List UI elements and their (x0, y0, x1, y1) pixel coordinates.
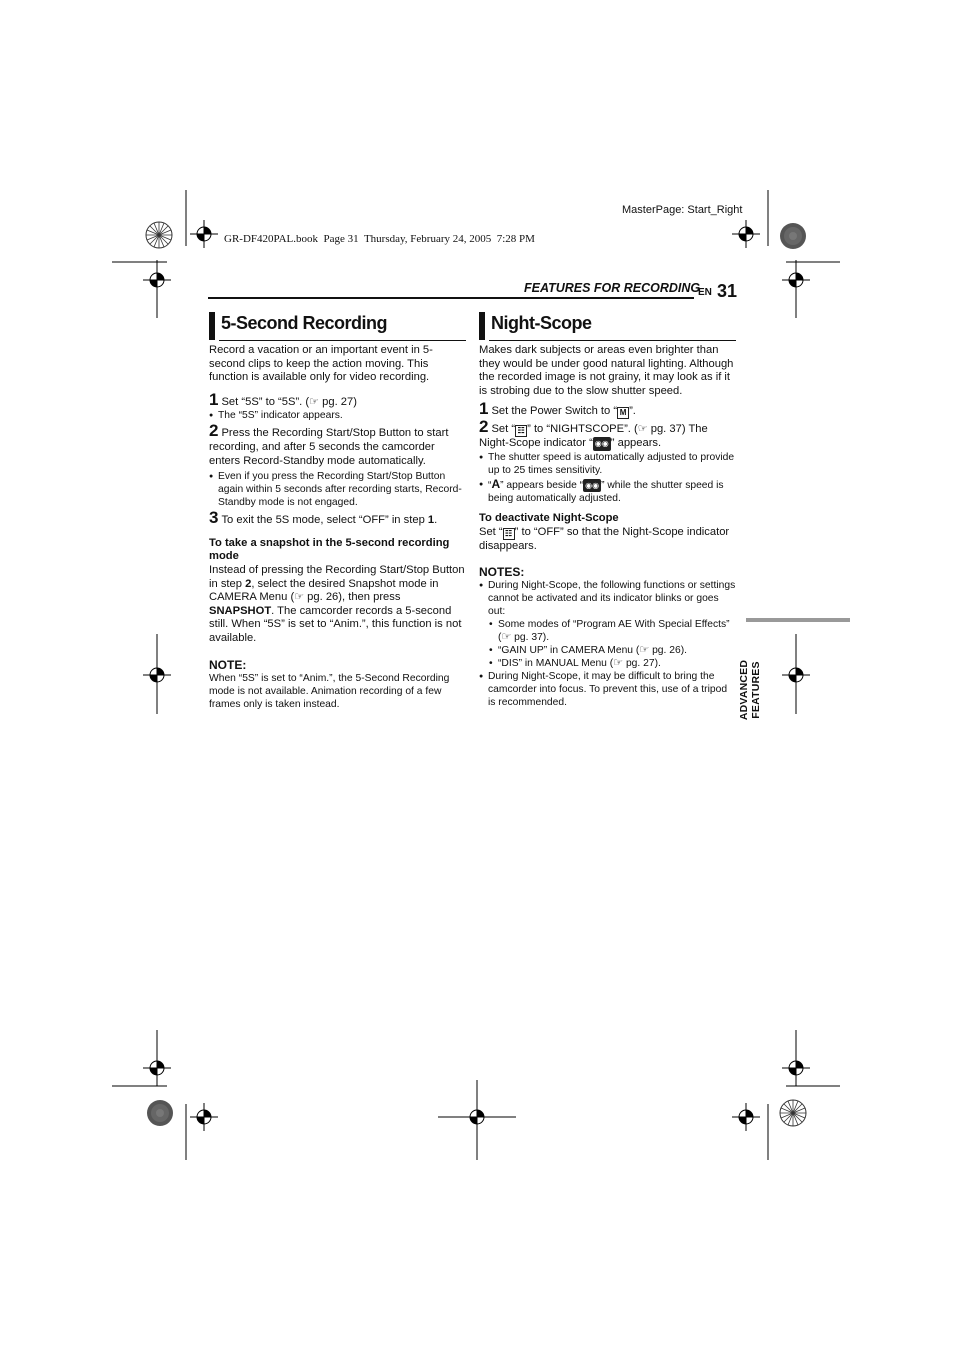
night-scope-icon: ◉◉ (593, 437, 611, 451)
intro-paragraph: Makes dark subjects or areas even brighter than they would be under good natural lighting. Although the recorded image is not grainy, it may look as if it is strobing due to the slow shutter speed. (479, 344, 734, 397)
manual-mode-icon: M (617, 407, 629, 419)
note-item: ● During Night-Scope, the following functions or settings cannot be activated and its indicator blinks or goes out: (479, 579, 737, 618)
sidetab-label: ADVANCED FEATURES (738, 659, 762, 721)
step-number: 1 (479, 399, 489, 419)
step-text: . (434, 514, 438, 527)
step-ref: 1 (427, 514, 435, 527)
pointing-hand-icon: ☞ (613, 657, 624, 670)
section-title: FEATURES FOR RECORDING (524, 281, 701, 295)
note-subitem: • “GAIN UP” in CAMERA Menu (☞ pg. 26). (489, 644, 737, 657)
note-text: When “5S” is set to “Anim.”, the 5-Second Recording mode is not available. Animation recording of a few frames only is taken instead. (209, 672, 450, 710)
menu-icon: ☷ (515, 425, 527, 437)
pointing-hand-icon: ☞ (309, 395, 320, 408)
snapshot-paragraph: Instead of pressing the Recording Start/Stop Button in step 2, select the desired Snapshot mode in CAMERA Menu (☞ pg. 26), then press SNAPSHOT. The camcorder records a 5-second still. When “5S” is set to “Anim.”, this function is not available. (209, 563, 465, 644)
subheading-snapshot: To take a snapshot in the 5-second recording mode (209, 536, 450, 563)
step-number: 3 (209, 508, 219, 528)
note-subitem: • Some modes of “Program AE With Special Effects” (☞ pg. 37). (489, 618, 737, 644)
language-label: EN (698, 287, 712, 298)
notes-heading: NOTES: (479, 565, 525, 580)
bullet-item: ● Even if you press the Recording Start/Stop Button again within 5 seconds after recording starts, Record-Standby mode is not engaged. (209, 470, 467, 509)
note-heading: NOTE: (209, 657, 247, 672)
title-marker (479, 312, 485, 340)
auto-indicator-icon: A (491, 476, 501, 491)
left-column (209, 344, 467, 711)
title-underline (489, 340, 736, 341)
step-number: 2 (479, 417, 489, 437)
intro-paragraph: Record a vacation or an important event in 5-second clips to keep the action moving. This function is available only for video recording. (209, 344, 433, 384)
title-marker (209, 312, 215, 340)
deactivate-paragraph: Set “ ☷ ” to “OFF” so that the Night-Scope indicator disappears. (479, 525, 730, 552)
note-item: ● During Night-Scope, it may be difficult to bring the camcorder into focus. To prevent this, use of a tripod is recommended. (479, 670, 737, 709)
page-number: 31 (717, 281, 738, 301)
step-text: To exit the 5S mode, select “OFF” in step (221, 514, 428, 527)
pointing-hand-icon: ☞ (501, 631, 512, 644)
step-text: pg. 27) (319, 395, 357, 408)
book-info-line: GR-DF420PAL.book Page 31 Thursday, February 24, 2005 7:28 PM (224, 233, 535, 245)
step-text: Set “5S” to “5S”. ( (221, 395, 310, 408)
note-subitem: • “DIS” in MANUAL Menu (☞ pg. 27). (489, 657, 737, 670)
step-1: 1 Set the Power Switch to “ M ”. (479, 399, 636, 419)
step-2 (209, 421, 467, 468)
sidetab-bar (746, 618, 850, 622)
night-scope-icon: ◉◉ (585, 480, 600, 490)
section-title-night-scope: Night-Scope (491, 313, 592, 333)
step-1 (209, 389, 467, 410)
subheading-deactivate: To deactivate Night-Scope (479, 511, 619, 524)
step-number: 1 (209, 389, 219, 409)
section-title-5-second: 5-Second Recording (221, 313, 388, 333)
step-2: 2 Set “ ☷ ” to “NIGHTSCOPE”. (☞ pg. 37) The Night-Scope indicator “ ◉◉ ” appears. (479, 417, 708, 450)
step-3 (209, 508, 467, 528)
sidetab (738, 630, 760, 750)
masterpage-label: MasterPage: Start_Right (622, 204, 743, 216)
pointing-hand-icon: ☞ (294, 591, 305, 604)
menu-icon: ☷ (503, 528, 515, 540)
bullet-item: ● The “5S” indicator appears. (209, 409, 467, 422)
bullet-item: ● The shutter speed is automatically adjusted to provide up to 25 times sensitivity. (479, 451, 737, 477)
step-text: Press the Recording Start/Stop Button to start recording, and after 5 seconds the camcorder enters Record-Standby mode automatically. (209, 427, 449, 467)
right-column (479, 344, 737, 709)
pointing-hand-icon: ☞ (637, 423, 648, 436)
title-underline (219, 340, 466, 341)
step-number: 2 (209, 421, 219, 441)
bullet-item: ● “A” appears beside “ ◉◉ ” while the shutter speed is being automatically adjusted. (479, 478, 737, 505)
header-rule (208, 297, 694, 299)
pointing-hand-icon: ☞ (639, 644, 650, 657)
